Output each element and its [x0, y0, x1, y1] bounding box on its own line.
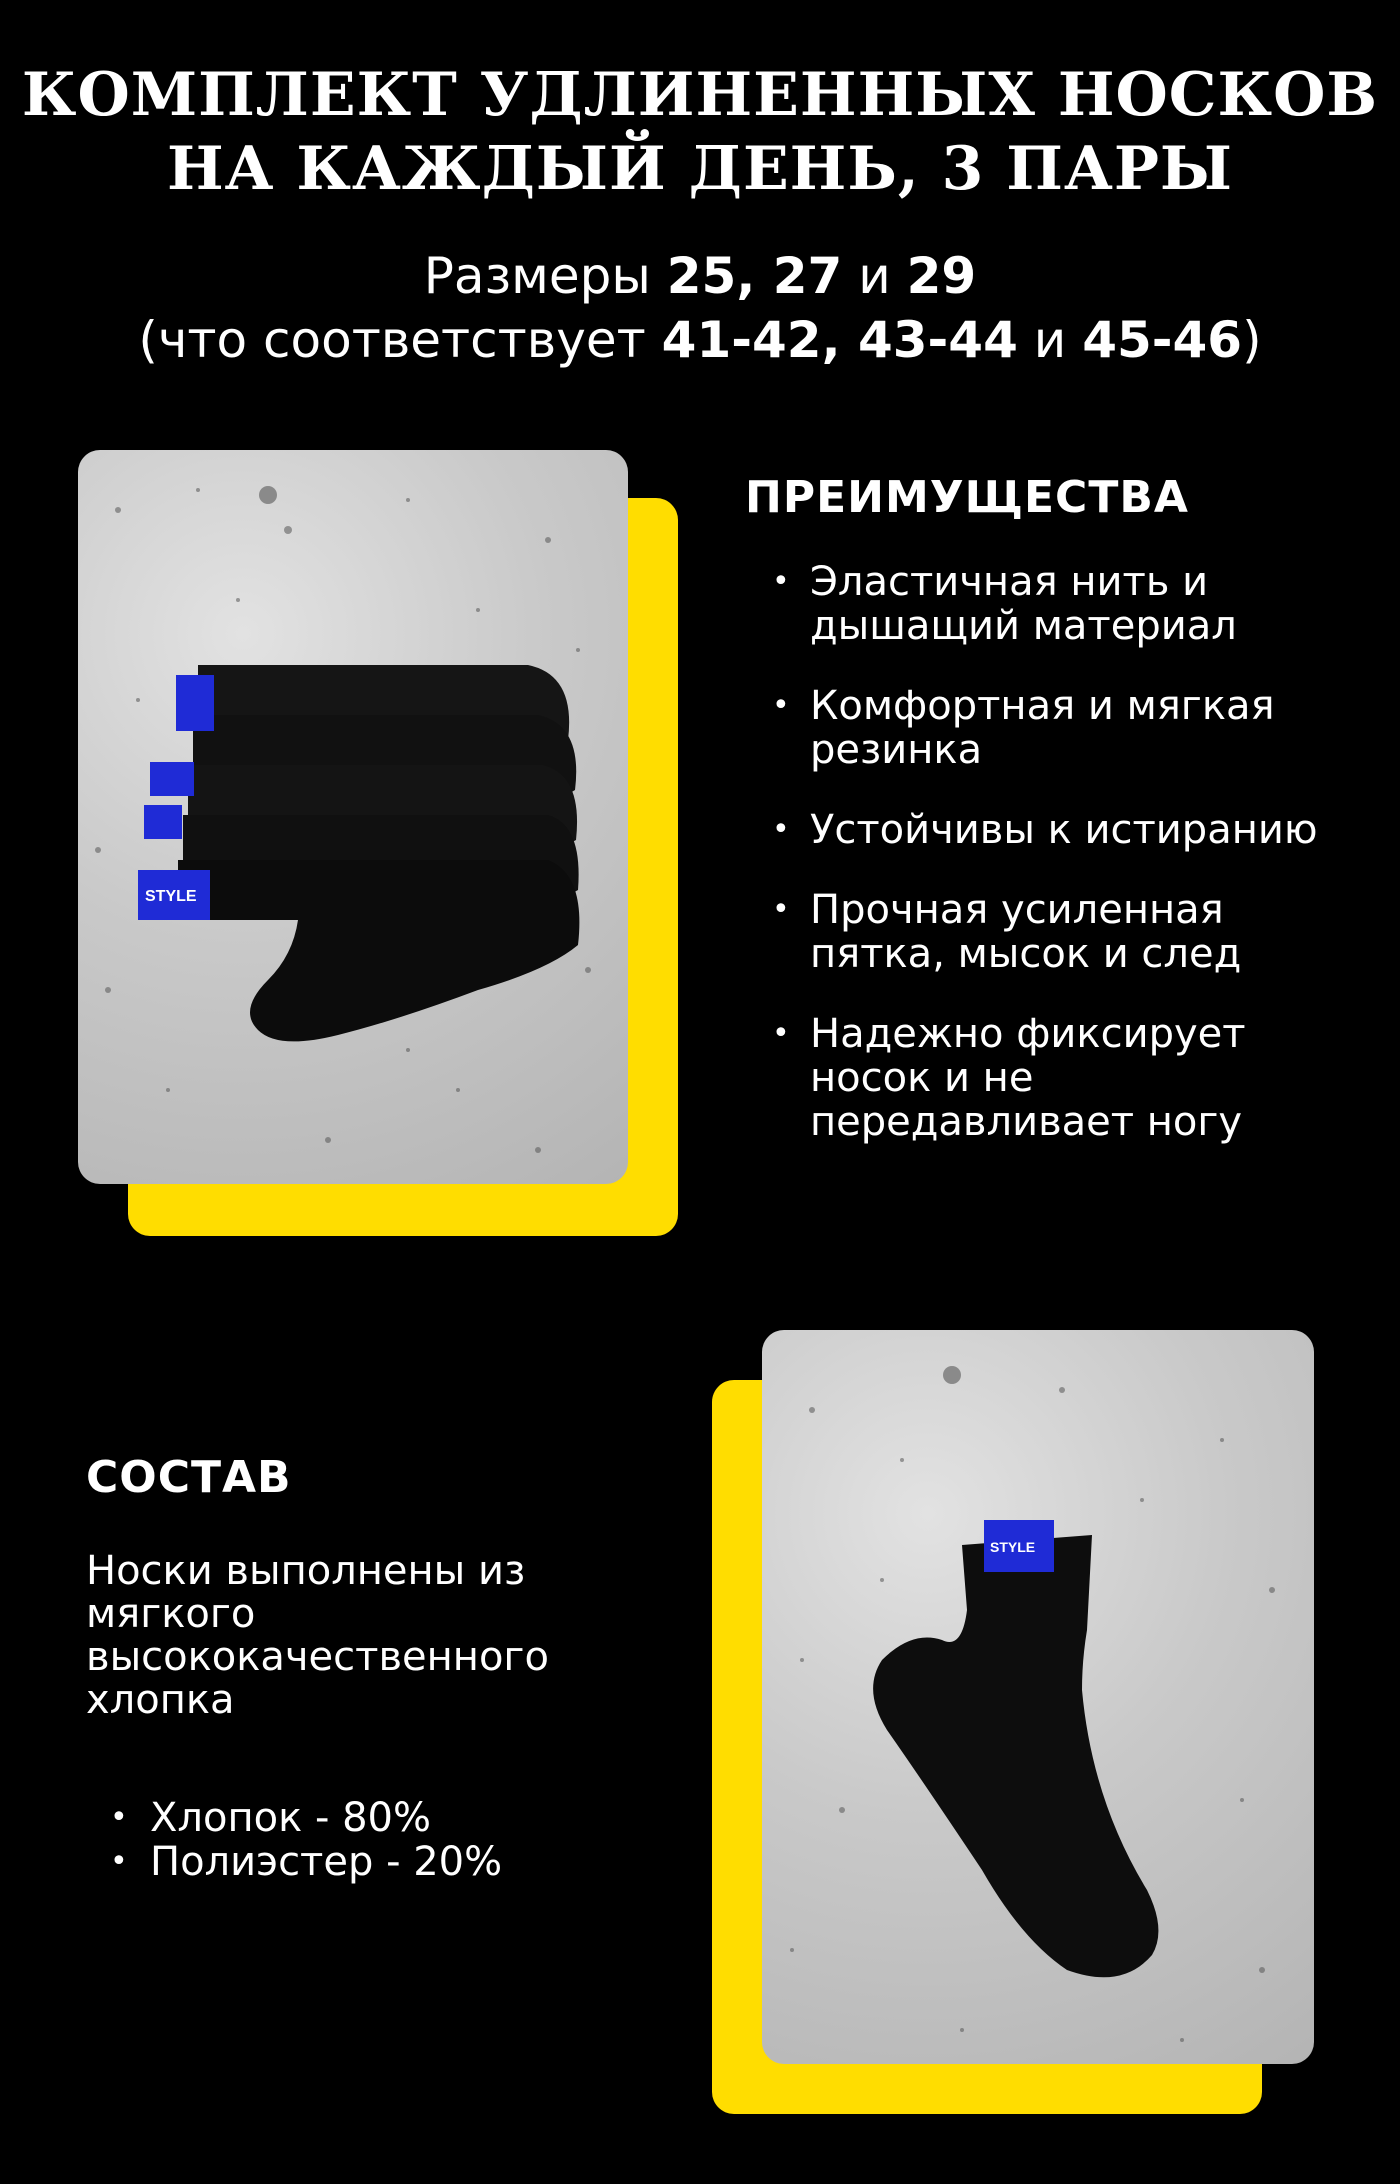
composition-heading: СОСТАВ — [86, 1452, 292, 1503]
benefit-item: • Прочная усиленная пятка, мысок и след — [770, 888, 1370, 976]
title-line-1: КОМПЛЕКТ УДЛИНЕННЫХ НОСКОВ — [21, 60, 1379, 130]
benefit-item: • Надежно фиксирует носок и не передавливает ногу — [770, 1012, 1370, 1144]
benefits-heading: ПРЕИМУЩЕСТВА — [745, 472, 1189, 523]
sizes-and-1: и — [842, 247, 907, 305]
wall-hole — [259, 486, 277, 504]
label-text: STYLE — [990, 1539, 1036, 1555]
composition-item: • Полиэстер - 20% — [110, 1840, 502, 1884]
wall-hole — [943, 1366, 961, 1384]
photo-socks-stack — [78, 450, 628, 1184]
sizes-line-2 — [0, 308, 1400, 372]
sizes-close: ) — [1242, 311, 1262, 369]
eu-sizes-2: 45-46 — [1082, 311, 1243, 369]
composition-list — [110, 1796, 502, 1884]
sizes-and-2: и — [1017, 311, 1083, 369]
label-text: STYLE — [145, 888, 197, 905]
socks-stack-illustration — [78, 450, 628, 1184]
benefit-item: • Эластичная нить и дышащий материал — [770, 560, 1370, 648]
eu-sizes-1: 41-42, 43-44 — [661, 311, 1018, 369]
sizes-prefix: Размеры — [423, 247, 667, 305]
composition-text: Носки выполнены из мягкого высококачественного хлопка — [86, 1548, 549, 1723]
sizes-info — [0, 244, 1400, 372]
benefit-item: • Комфортная и мягкая резинка — [770, 684, 1370, 772]
page-title — [0, 58, 1400, 206]
sizes-open: (что соответствует — [138, 311, 662, 369]
sock-shape — [873, 1535, 1158, 1977]
sizes-values-1: 25, 27 — [666, 247, 843, 305]
composition-item: • Хлопок - 80% — [110, 1796, 502, 1840]
photo-single-sock — [762, 1330, 1314, 2064]
sizes-values-2: 29 — [906, 247, 977, 305]
title-line-2: НА КАЖДЫЙ ДЕНЬ, 3 ПАРЫ — [166, 134, 1234, 204]
single-sock-illustration — [762, 1330, 1314, 2064]
socks-pile — [178, 665, 579, 1041]
sizes-line-1 — [0, 244, 1400, 308]
benefits-list — [770, 560, 1370, 1180]
benefit-item: • Устойчивы к истиранию — [770, 808, 1370, 852]
